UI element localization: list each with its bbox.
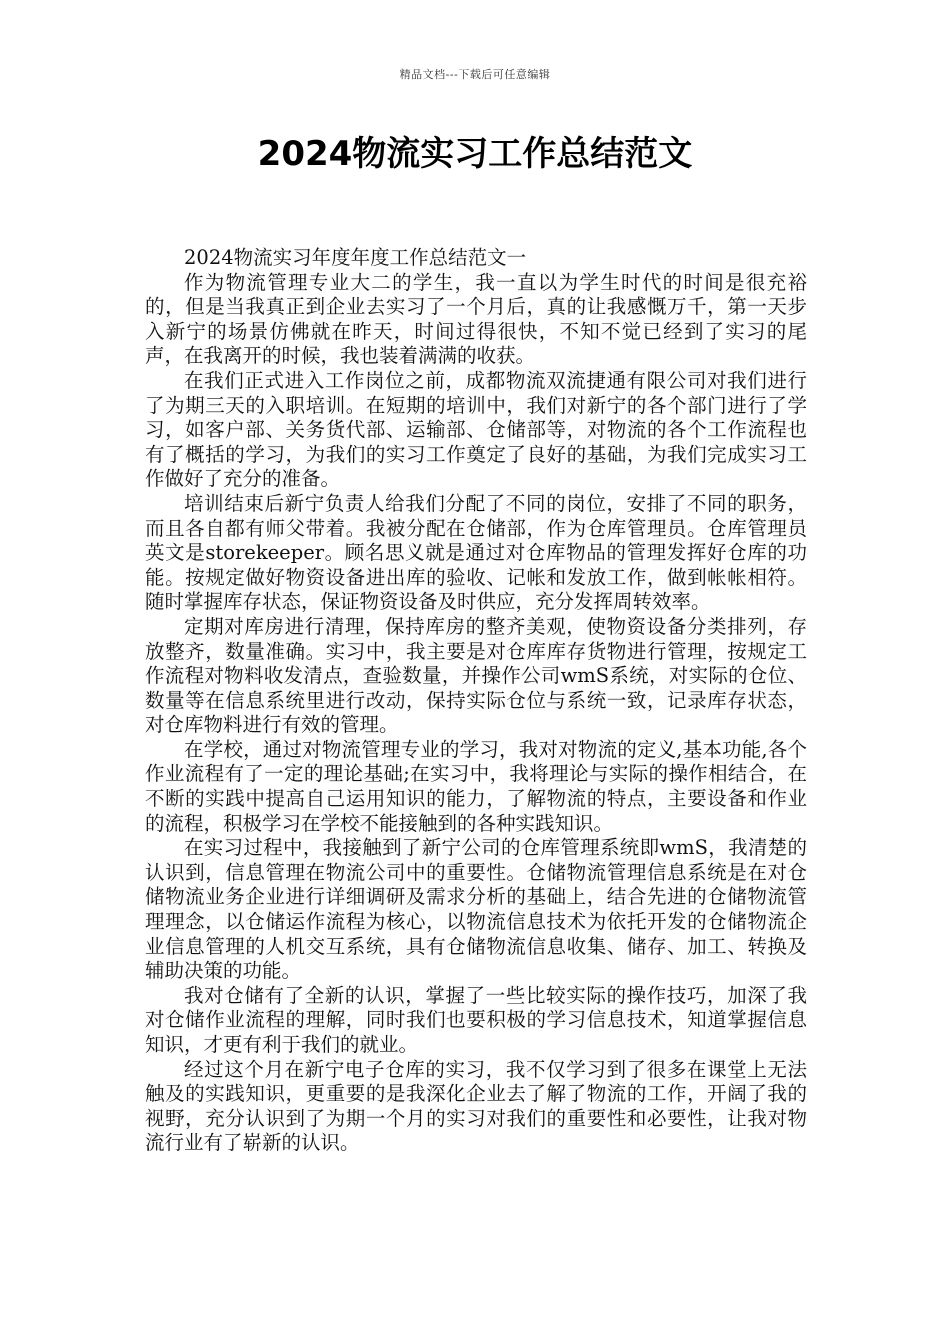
- document-body: [145, 246, 807, 1156]
- paragraph-3: 培训结束后新宁负责人给我们分配了不同的岗位，安排了不同的职务，而且各自都有师父带着。我被分配在仓储部，作为仓库管理员。仓库管理员英文是storekeeper。顾名思义就是通过对仓库物品的管理发挥好仓库的功能。按规定做好物资设备进出库的验收、记帐和发放工作，做到帐帐相符。随时掌握库存状态，保证物资设备及时供应，充分发挥周转效率。: [145, 491, 807, 614]
- paragraph-5: 在学校，通过对物流管理专业的学习，我对对物流的定义,基本功能,各个作业流程有了一定的理论基础;在实习中，我将理论与实际的操作相结合，在不断的实践中提高自己运用知识的能力，了解物流的特点，主要设备和作业的流程，积极学习在学校不能接触到的各种实践知识。: [145, 737, 807, 835]
- paragraph-6: 在实习过程中，我接触到了新宁公司的仓库管理系统即wmS，我清楚的认识到，信息管理在物流公司中的重要性。仓储物流管理信息系统是在对仓储物流业务企业进行详细调研及需求分析的基础上，结合先进的仓储物流管理理念，以仓储运作流程为核心，以物流信息技术为依托开发的仓储物流企业信息管理的人机交互系统，具有仓储物流信息收集、储存、加工、转换及辅助决策的功能。: [145, 836, 807, 983]
- document-title: 2024物流实习工作总结范文: [257, 134, 693, 174]
- header-note: 精品文档---下载后可任意编辑: [399, 68, 551, 81]
- paragraph-2: 在我们正式进入工作岗位之前，成都物流双流捷通有限公司对我们进行了为期三天的入职培训。在短期的培训中，我们对新宁的各个部门进行了学习，如客户部、关务货代部、运输部、仓储部等，对物流的各个工作流程也有了概括的学习，为我们的实习工作奠定了良好的基础，为我们完成实习工作做好了充分的准备。: [145, 368, 807, 491]
- paragraph-7: 我对仓储有了全新的认识，掌握了一些比较实际的操作技巧，加深了我对仓储作业流程的理解，同时我们也要积极的学习信息技术，知道掌握信息知识，才更有利于我们的就业。: [145, 983, 807, 1056]
- paragraph-8: 经过这个月在新宁电子仓库的实习，我不仅学习到了很多在课堂上无法触及的实践知识，更重要的是我深化企业去了解了物流的工作，开阔了我的视野，充分认识到了为期一个月的实习对我们的重要性和必要性，让我对物流行业有了崭新的认识。: [145, 1057, 807, 1155]
- paragraph-1: 作为物流管理专业大二的学生，我一直以为学生时代的时间是很充裕的，但是当我真正到企业去实习了一个月后，真的让我感慨万千，第一天步入新宁的场景仿佛就在昨天，时间过得很快，不知不觉已经到了实习的尾声，在我离开的时候，我也装着满满的收获。: [145, 270, 807, 368]
- paragraph-4: 定期对库房进行清理，保持库房的整齐美观，使物资设备分类排列，存放整齐，数量准确。实习中，我主要是对仓库库存货物进行管理，按规定工作流程对物料收发清点，查验数量，并操作公司wmS系统，对实际的仓位、数量等在信息系统里进行改动，保持实际仓位与系统一致，记录库存状态，对仓库物料进行有效的管理。: [145, 614, 807, 737]
- section-subtitle: 2024物流实习年度年度工作总结范文一: [184, 246, 527, 269]
